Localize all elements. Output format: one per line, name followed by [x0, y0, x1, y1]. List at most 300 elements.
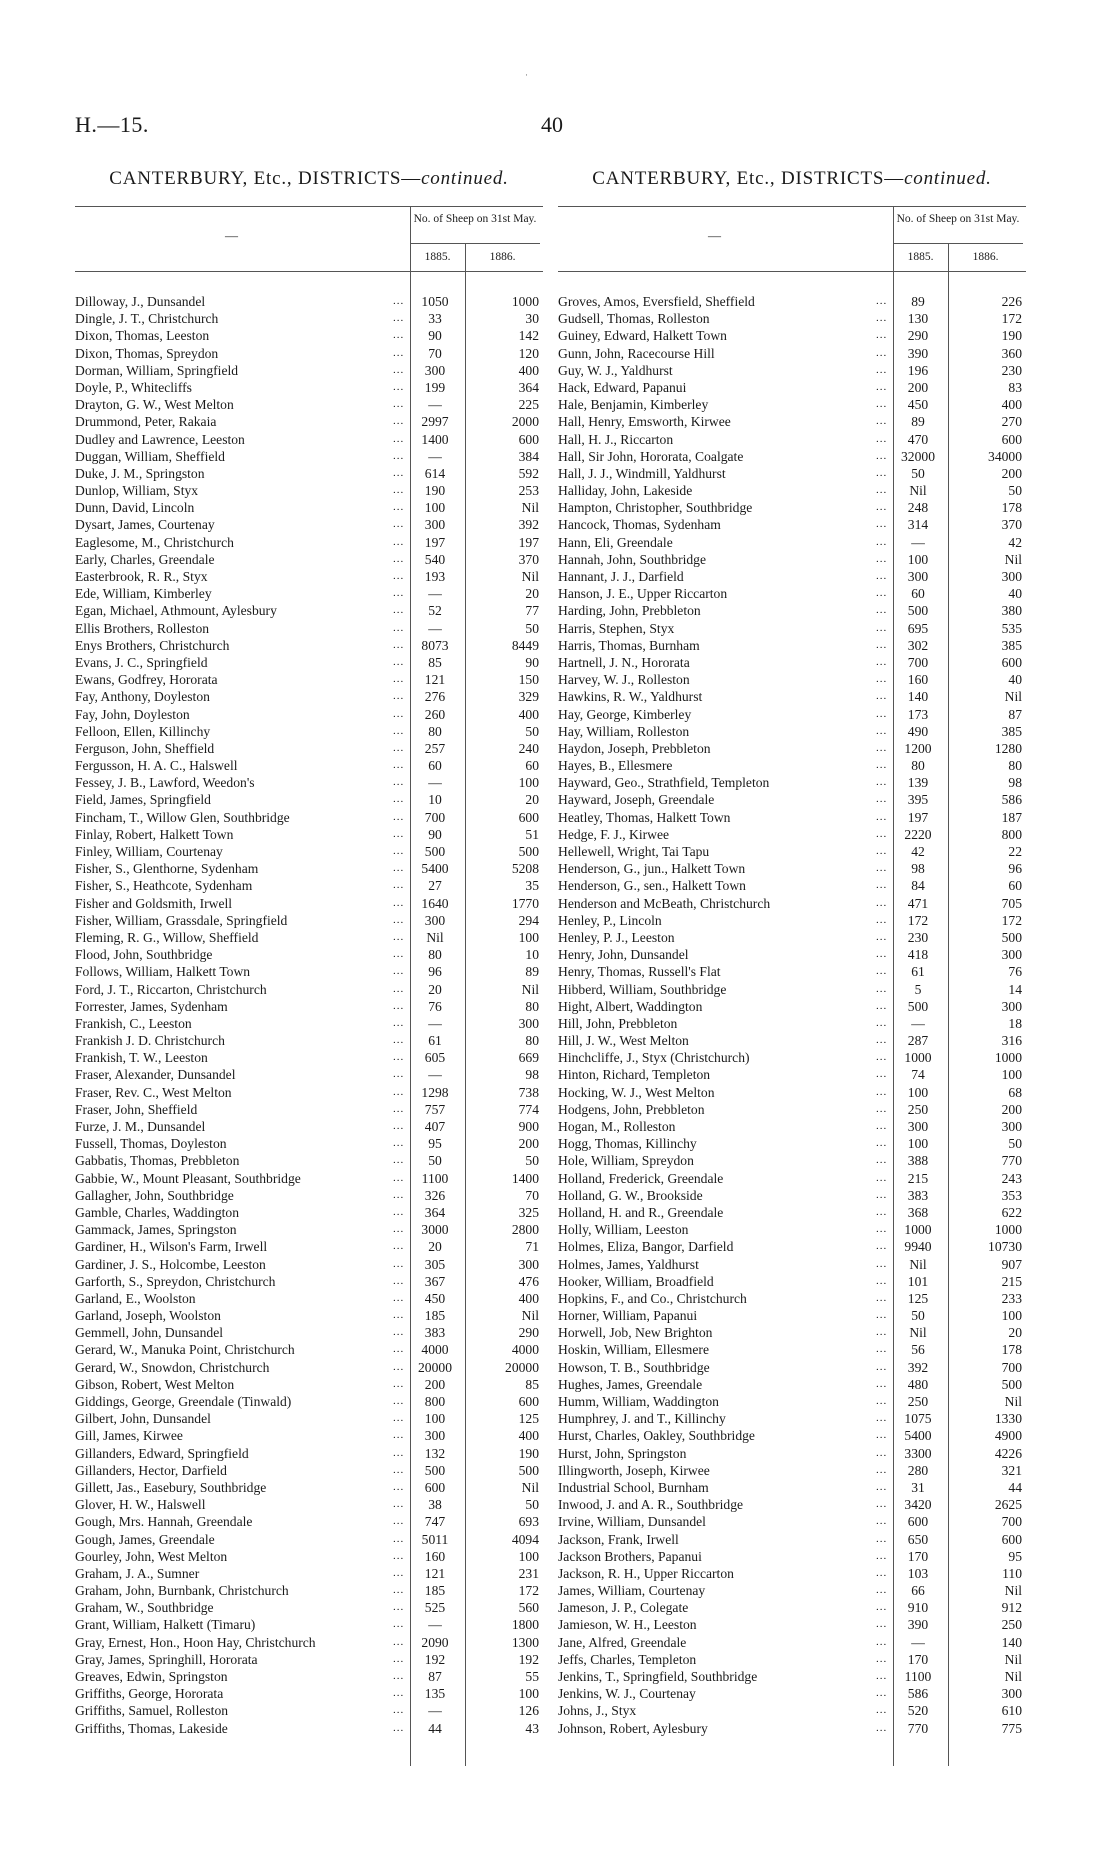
table-row: [75, 688, 543, 705]
leader-dots: ...: [393, 1326, 405, 1339]
leader-dots: ...: [393, 1051, 405, 1064]
table-row: [558, 1462, 1026, 1479]
entry-name: Hinton, Richard, Templeton: [558, 1067, 711, 1083]
table-row: [75, 1445, 543, 1462]
entry-name: Hall, Henry, Emsworth, Kirwee: [558, 414, 731, 430]
table-row: [75, 1341, 543, 1358]
sheep-1885: 185: [424, 1308, 446, 1324]
table-row: [75, 293, 543, 310]
sheep-1886: 360: [1001, 345, 1022, 361]
entry-name: Gray, James, Springhill, Hororata: [75, 1651, 258, 1667]
sheep-1886: 192: [518, 1651, 539, 1667]
sheep-1886: 400: [518, 1290, 539, 1306]
sheep-1886: 294: [518, 912, 539, 928]
sheep-1885: —: [428, 397, 442, 413]
table-row: [75, 1049, 543, 1066]
leader-dots: ...: [876, 827, 888, 840]
entry-name: Graham, J. A., Sumner: [75, 1565, 200, 1581]
right-year-1885: 1885.: [907, 251, 934, 263]
leader-dots: ...: [393, 484, 405, 497]
leader-dots: ...: [393, 896, 405, 909]
leader-dots: ...: [876, 1223, 888, 1236]
leader-dots: ...: [876, 655, 888, 668]
sheep-1886: 300: [1001, 1119, 1022, 1134]
table-row: [75, 585, 543, 602]
sheep-1886: 907: [1001, 1256, 1022, 1272]
sheep-1885: 586: [907, 1686, 929, 1702]
table-row: [558, 1651, 1026, 1668]
sheep-1886: 1400: [511, 1170, 539, 1186]
sheep-1885: 61: [911, 964, 925, 980]
table-row: [75, 1720, 543, 1737]
left-sheep-header: No. of Sheep on 31st May.: [413, 213, 537, 225]
sheep-1885: 1000: [904, 1222, 932, 1238]
leader-dots: ...: [876, 1274, 888, 1287]
sheep-1885: 3300: [904, 1445, 932, 1461]
sheep-1885: 757: [424, 1101, 446, 1117]
sheep-1885: 520: [907, 1703, 929, 1719]
sheep-1885: 60: [911, 586, 925, 602]
table-row: [558, 1135, 1026, 1152]
sheep-1886: 900: [518, 1119, 539, 1134]
table-row: [558, 1599, 1026, 1616]
sheep-1886: 96: [1008, 861, 1022, 877]
leader-dots: ...: [393, 1515, 405, 1528]
table-row: [75, 1479, 543, 1496]
leader-dots: ...: [393, 793, 405, 806]
sheep-1886: Nil: [1004, 1669, 1022, 1684]
table-row: [558, 1324, 1026, 1341]
sheep-1886: 231: [518, 1565, 539, 1581]
entry-name: Humm, William, Waddington: [558, 1394, 719, 1409]
sheep-1885: 450: [424, 1290, 446, 1306]
sheep-1885: 605: [424, 1050, 446, 1066]
sheep-1886: 142: [518, 328, 539, 344]
leader-dots: ...: [876, 1532, 888, 1545]
sheep-1886: Nil: [1004, 689, 1022, 705]
leader-dots: ...: [393, 1120, 405, 1132]
entry-name: Ferguson, John, Sheffield: [75, 740, 215, 756]
sheep-1885: 388: [907, 1153, 929, 1169]
sheep-1886: 400: [518, 706, 539, 722]
leader-dots: ...: [393, 570, 405, 582]
sheep-1885: 5: [914, 981, 922, 997]
sheep-1886: 20: [525, 792, 539, 808]
entry-name: Inwood, J. and A. R., Southbridge: [558, 1497, 744, 1513]
table-row: [75, 723, 543, 740]
table-row: [75, 774, 543, 791]
table-row: [558, 1049, 1026, 1066]
leader-dots: ...: [393, 1102, 405, 1115]
table-row: [75, 912, 543, 929]
sheep-1886: 44: [1008, 1479, 1022, 1495]
sheep-1886: 60: [525, 758, 539, 774]
entry-name: Gough, Mrs. Hannah, Greendale: [75, 1514, 253, 1530]
table-row: [558, 1720, 1026, 1737]
leader-dots: ...: [393, 741, 405, 754]
entry-name: Groves, Amos, Eversfield, Sheffield: [558, 294, 755, 309]
entry-name: Horner, William, Papanui: [558, 1308, 698, 1324]
sheep-1885: 192: [424, 1651, 446, 1667]
table-row: [75, 413, 543, 430]
table-row: [75, 482, 543, 499]
entry-name: Dysart, James, Courtenay: [75, 517, 215, 533]
table-row: [558, 774, 1026, 791]
table-row: [558, 912, 1026, 929]
sheep-1886: 4094: [511, 1531, 539, 1547]
leader-dots: ...: [393, 1137, 405, 1150]
entry-name: Gillanders, Hector, Darfield: [75, 1462, 227, 1478]
table-row: [75, 1376, 543, 1393]
entry-name: Gabbatis, Thomas, Prebbleton: [75, 1153, 240, 1169]
sheep-1885: 170: [907, 1548, 929, 1564]
table-row: [558, 895, 1026, 912]
leader-dots: ...: [876, 570, 888, 582]
leader-dots: ...: [393, 638, 405, 651]
sheep-1886: 586: [1001, 792, 1022, 808]
entry-name: Flood, John, Southbridge: [75, 947, 213, 963]
entry-name: Early, Charles, Greendale: [75, 551, 215, 567]
table-row: [75, 1290, 543, 1307]
sheep-1885: 125: [907, 1290, 929, 1306]
entry-name: Henley, P. J., Leeston: [558, 929, 675, 945]
leader-dots: ...: [393, 999, 405, 1012]
entry-name: Hale, Benjamin, Kimberley: [558, 397, 709, 413]
table-row: [75, 396, 543, 413]
sheep-1886: 30: [525, 311, 539, 327]
leader-dots: ...: [876, 329, 888, 342]
table-row: [75, 1685, 543, 1702]
entry-name: Gilbert, John, Dunsandel: [75, 1411, 211, 1427]
entry-name: Henley, P., Lincoln: [558, 912, 662, 928]
entry-name: Eaglesome, M., Christchurch: [75, 534, 234, 550]
entry-name: Hay, William, Rolleston: [558, 723, 690, 739]
sheep-1885: —: [428, 448, 442, 464]
entry-name: Dudley and Lawrence, Leeston: [75, 431, 245, 447]
leader-dots: ...: [393, 690, 405, 703]
sheep-1886: 738: [518, 1084, 539, 1100]
table-row: [75, 327, 543, 344]
table-row: [558, 1565, 1026, 1582]
entry-name: Henry, John, Dunsandel: [558, 947, 689, 963]
sheep-1886: 172: [1001, 912, 1022, 928]
table-row: [558, 1393, 1026, 1410]
table-row: [558, 1221, 1026, 1238]
sheep-1885: 121: [424, 672, 446, 688]
sheep-1885: 95: [428, 1136, 442, 1152]
table-row: [75, 534, 543, 551]
table-row: [75, 1599, 543, 1616]
entry-name: Jackson, R. H., Upper Riccarton: [558, 1565, 734, 1581]
sheep-1886: 50: [1008, 483, 1022, 499]
sheep-1886: 100: [518, 1686, 539, 1702]
sheep-1886: 60: [1008, 878, 1022, 894]
table-row: [75, 1668, 543, 1685]
entry-name: Holland, H. and R., Greendale: [558, 1204, 724, 1220]
sheep-1886: 190: [518, 1445, 539, 1461]
sheep-1886: 400: [518, 362, 539, 378]
sheep-1886: 370: [518, 551, 539, 567]
leader-dots: ...: [393, 295, 405, 307]
entry-name: Drayton, G. W., West Melton: [75, 397, 234, 413]
table-row: [75, 1256, 543, 1273]
table-row: [75, 929, 543, 946]
entry-name: Gardiner, J. S., Holcombe, Leeston: [75, 1256, 266, 1272]
leader-dots: ...: [876, 1721, 888, 1734]
sheep-1885: 50: [428, 1153, 442, 1169]
leader-dots: ...: [876, 724, 888, 737]
sheep-1886: 178: [1001, 1342, 1022, 1358]
sheep-1886: 71: [525, 1239, 539, 1255]
entry-name: Jameson, J. P., Colegate: [558, 1600, 689, 1616]
entry-name: Jeffs, Charles, Templeton: [558, 1651, 697, 1667]
entry-name: Fay, Anthony, Doyleston: [75, 689, 210, 705]
table-row: [75, 654, 543, 671]
table-row: [558, 1341, 1026, 1358]
sheep-1885: 160: [907, 672, 929, 688]
entry-name: Dunlop, William, Styx: [75, 483, 199, 499]
entry-name: Hooker, William, Broadfield: [558, 1273, 714, 1289]
entry-name: Hill, J. W., West Melton: [558, 1033, 689, 1049]
sheep-1886: 316: [1001, 1033, 1022, 1049]
table-row: [75, 1135, 543, 1152]
sheep-1886: 76: [1008, 964, 1022, 980]
sheep-1885: 61: [428, 1033, 442, 1049]
sheep-1886: 10730: [988, 1239, 1022, 1255]
sheep-1885: 2090: [421, 1634, 449, 1650]
sheep-1885: 140: [907, 689, 929, 705]
table-row: [558, 1582, 1026, 1599]
entry-name: Graham, W., Southbridge: [75, 1600, 214, 1616]
sheep-1886: 172: [1001, 311, 1022, 327]
leader-dots: ...: [876, 1137, 888, 1150]
sheep-1886: 20: [1008, 1325, 1022, 1341]
entry-name: Jane, Alfred, Greendale: [558, 1634, 687, 1650]
entry-name: Gemmell, John, Dunsandel: [75, 1325, 223, 1341]
table-row: [558, 362, 1026, 379]
table-row: [75, 465, 543, 482]
leader-dots: ...: [393, 776, 405, 789]
entry-name: Grant, William, Halkett (Timaru): [75, 1617, 256, 1633]
entry-name: Fisher, S., Glenthorne, Sydenham: [75, 861, 259, 877]
sheep-1886: Nil: [521, 1308, 539, 1324]
sheep-1886: 380: [1001, 603, 1022, 619]
leader-dots: ...: [876, 1171, 888, 1184]
leader-dots: ...: [393, 1016, 405, 1029]
entry-name: Gallagher, John, Southbridge: [75, 1187, 234, 1203]
entry-name: Holly, William, Leeston: [558, 1222, 689, 1238]
sheep-1885: 44: [428, 1720, 442, 1736]
entry-name: Jenkins, T., Springfield, Southbridge: [558, 1669, 758, 1684]
entry-name: Gillanders, Edward, Springfield: [75, 1445, 249, 1461]
table-row: [558, 1668, 1026, 1685]
sheep-1886: 100: [518, 775, 539, 791]
table-row: [558, 1531, 1026, 1548]
table-row: [558, 826, 1026, 843]
sheep-1886: 90: [525, 654, 539, 670]
sheep-1885: 1100: [421, 1170, 449, 1186]
entry-name: Field, James, Springfield: [75, 792, 211, 808]
entry-name: Johns, J., Styx: [558, 1703, 637, 1719]
page-mark: ·: [525, 70, 528, 80]
leader-dots: ...: [393, 1498, 405, 1511]
sheep-1885: 197: [907, 809, 929, 825]
entry-name: Fisher, S., Heathcote, Sydenham: [75, 878, 253, 894]
sheep-1886: 126: [518, 1703, 539, 1719]
leader-dots: ...: [876, 1016, 888, 1029]
leader-dots: ...: [393, 1068, 405, 1081]
table-row: [558, 757, 1026, 774]
entry-name: Harris, Thomas, Burnham: [558, 637, 700, 653]
entry-name: Humphrey, J. and T., Killinchy: [558, 1411, 726, 1427]
entry-name: Henry, Thomas, Russell's Flat: [558, 964, 721, 980]
entry-name: Gill, James, Kirwee: [75, 1428, 183, 1444]
sheep-1885: 500: [907, 998, 929, 1014]
entry-name: Halliday, John, Lakeside: [558, 483, 693, 499]
table-row: [558, 706, 1026, 723]
entry-name: Follows, William, Halkett Town: [75, 964, 251, 980]
sheep-1886: 329: [518, 689, 539, 705]
sheep-1886: 600: [1001, 654, 1022, 670]
sheep-1886: 300: [518, 1015, 539, 1031]
sheep-1886: 55: [525, 1669, 539, 1684]
leader-dots: ...: [876, 1205, 888, 1218]
sheep-1885: 300: [424, 1428, 446, 1444]
table-row: [75, 1118, 543, 1135]
leader-dots: ...: [393, 707, 405, 720]
entry-name: Hannah, John, Southbridge: [558, 551, 707, 567]
table-row: [558, 1101, 1026, 1118]
entry-name: Jenkins, W. J., Courtenay: [558, 1686, 696, 1702]
sheep-1885: 257: [424, 740, 446, 756]
sheep-1885: 100: [424, 1411, 446, 1427]
table-row: [558, 860, 1026, 877]
leader-dots: ...: [876, 466, 888, 479]
sheep-1885: 80: [911, 758, 925, 774]
entry-name: Fraser, Alexander, Dunsandel: [75, 1067, 236, 1083]
sheep-1885: 200: [907, 379, 929, 395]
table-row: [558, 1359, 1026, 1376]
leader-dots: ...: [876, 1326, 888, 1339]
table-row: [558, 946, 1026, 963]
sheep-1886: 1000: [511, 294, 539, 309]
sheep-1886: 42: [1008, 534, 1022, 550]
entry-name: Heatley, Thomas, Halkett Town: [558, 809, 731, 825]
sheep-1885: Nil: [909, 1325, 927, 1341]
table-row: [75, 637, 543, 654]
right-rule-bottom: [558, 271, 1026, 272]
entry-name: Griffiths, Samuel, Rolleston: [75, 1703, 229, 1719]
sheep-1885: 383: [907, 1187, 929, 1203]
sheep-1886: 100: [518, 929, 539, 945]
sheep-1885: —: [428, 620, 442, 636]
sheep-1885: 20: [428, 981, 442, 997]
sheep-1886: 197: [518, 534, 539, 550]
table-row: [75, 1548, 543, 1565]
sheep-1886: Nil: [1004, 1651, 1022, 1667]
table-row: [75, 1513, 543, 1530]
sheep-1886: Nil: [1004, 551, 1022, 567]
sheep-1885: —: [428, 1703, 442, 1719]
sheep-1885: 8073: [421, 637, 449, 653]
leader-dots: ...: [876, 1652, 888, 1665]
entry-name: Griffiths, George, Hororata: [75, 1686, 224, 1702]
table-row: [75, 1066, 543, 1083]
sheep-1886: 50: [525, 723, 539, 739]
leader-dots: ...: [393, 363, 405, 376]
sheep-1885: 390: [907, 345, 929, 361]
sheep-1885: 368: [907, 1204, 929, 1220]
entry-name: Hall, Sir John, Hororata, Coalgate: [558, 448, 744, 464]
sheep-1885: 100: [907, 1084, 929, 1100]
leader-dots: ...: [876, 999, 888, 1012]
leader-dots: ...: [876, 1360, 888, 1373]
left-rule-mid: [410, 243, 540, 244]
sheep-1885: 200: [424, 1376, 446, 1392]
leader-dots: ...: [876, 1051, 888, 1064]
sheep-1885: 695: [907, 620, 929, 636]
leader-dots: ...: [876, 707, 888, 720]
sheep-1885: 364: [424, 1204, 446, 1220]
entry-name: Hanson, J. E., Upper Riccarton: [558, 586, 728, 602]
leader-dots: ...: [876, 1515, 888, 1528]
entry-name: Ewans, Godfrey, Hororata: [75, 672, 218, 688]
sheep-1886: 225: [518, 397, 539, 413]
leader-dots: ...: [876, 1240, 888, 1253]
table-row: [558, 585, 1026, 602]
entry-name: Johnson, Robert, Aylesbury: [558, 1720, 708, 1736]
entry-name: Duggan, William, Sheffield: [75, 448, 225, 464]
leader-dots: ...: [393, 759, 405, 772]
leader-dots: ...: [876, 759, 888, 772]
leader-dots: ...: [393, 982, 405, 995]
sheep-1886: 100: [1001, 1067, 1022, 1083]
entry-name: Finlay, Robert, Halkett Town: [75, 826, 234, 842]
entry-name: Holland, Frederick, Greendale: [558, 1170, 724, 1186]
sheep-1885: 132: [424, 1445, 446, 1461]
entry-name: Howson, T. B., Southbridge: [558, 1359, 710, 1375]
entry-name: Dorman, William, Springfield: [75, 362, 239, 378]
leader-dots: ...: [393, 1584, 405, 1597]
entry-name: Holmes, James, Yaldhurst: [558, 1256, 699, 1272]
leader-dots: ...: [393, 1532, 405, 1545]
table-row: [558, 929, 1026, 946]
entry-name: Hole, William, Spreydon: [558, 1153, 694, 1169]
entry-name: Hall, J. J., Windmill, Yaldhurst: [558, 465, 726, 481]
sheep-1885: 276: [424, 689, 446, 705]
entry-name: Forrester, James, Sydenham: [75, 998, 228, 1014]
left-district-title: CANTERBURY, Etc., DISTRICTS—continued.: [109, 168, 509, 189]
sheep-1886: 1000: [994, 1050, 1022, 1066]
sheep-1885: 98: [911, 861, 925, 877]
leader-dots: ...: [393, 398, 405, 411]
sheep-1885: 31: [911, 1479, 925, 1495]
sheep-1885: 367: [424, 1273, 446, 1289]
table-row: [75, 1565, 543, 1582]
table-row: [558, 809, 1026, 826]
right-rule-mid: [893, 243, 1023, 244]
entry-name: Hampton, Christopher, Southbridge: [558, 500, 753, 516]
table-row: [558, 1066, 1026, 1083]
sheep-1886: Nil: [1004, 1583, 1022, 1599]
entry-name: Harding, John, Prebbleton: [558, 603, 701, 619]
table-row: [75, 568, 543, 585]
sheep-1885: 300: [424, 362, 446, 378]
sheep-1886: 110: [1002, 1565, 1022, 1581]
sheep-1886: 140: [1001, 1634, 1022, 1650]
sheep-1886: 321: [1001, 1462, 1022, 1478]
sheep-1885: 215: [907, 1170, 929, 1186]
